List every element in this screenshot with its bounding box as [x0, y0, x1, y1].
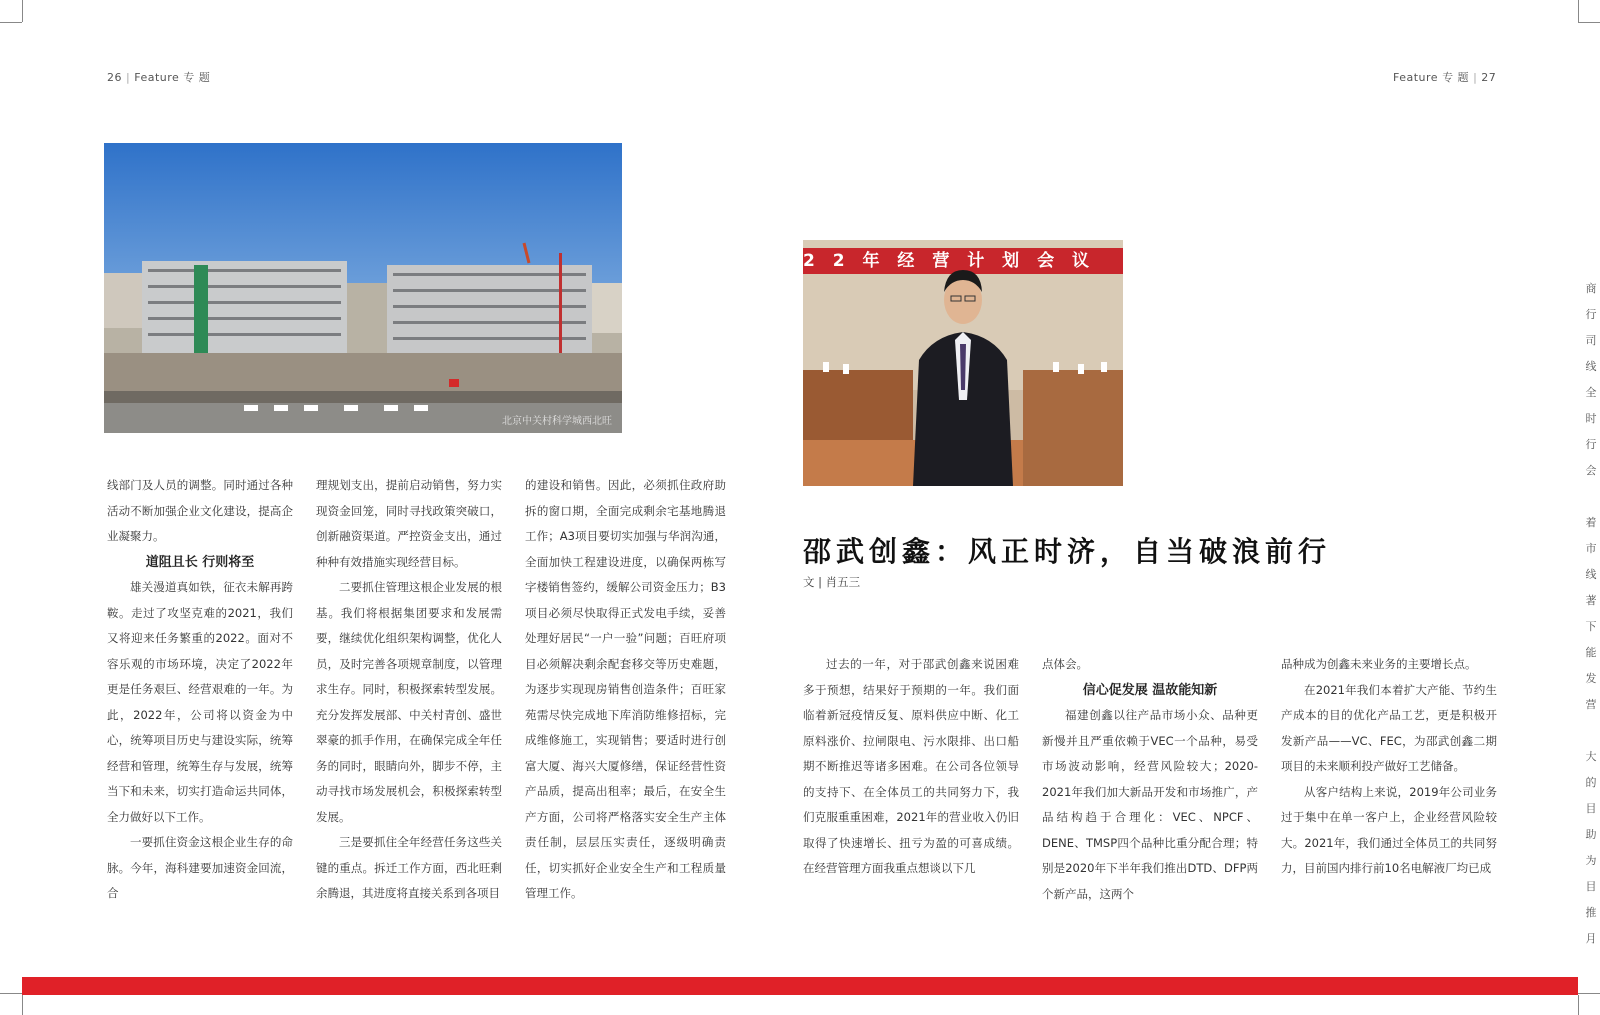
vertical-char: 营 — [1585, 698, 1597, 711]
crop-mark — [1578, 0, 1579, 22]
right-column-3 — [1281, 652, 1497, 882]
vertical-char: 下 — [1585, 620, 1597, 633]
vertical-char: 会 — [1585, 464, 1597, 477]
paragraph: 理规划支出，提前启动销售，努力实现资金回笼，同时寻找政策突破口，创新融资渠道。严控资金支出，通过种种有效措施实现经营目标。 — [316, 478, 502, 569]
vertical-char: 行 — [1585, 308, 1597, 321]
running-head-left: 26 | Feature 专 题 — [107, 71, 211, 84]
crop-mark — [1578, 995, 1579, 1015]
vertical-char: 助 — [1585, 828, 1597, 841]
paragraph: 品种成为创鑫未来业务的主要增长点。 — [1281, 657, 1477, 671]
vertical-char: 时 — [1585, 412, 1597, 425]
photo-watermark: 北京中关村科学城西北旺 — [502, 416, 612, 427]
paragraph: 线部门及人员的调整。同时通过各种活动不断加强企业文化建设，提高企业凝聚力。 — [107, 478, 293, 543]
vertical-char: 着 — [1585, 516, 1597, 529]
vertical-char: 发 — [1585, 672, 1597, 685]
left-column-2 — [316, 473, 502, 907]
article-byline: 文 | 肖五三 — [803, 575, 861, 589]
paragraph: 雄关漫道真如铁，征衣未解再跨鞍。走过了攻坚克难的2021，我们又将迎来任务繁重的2022。面对不容乐观的市场环境，决定了2022年更是任务艰巨、经营艰难的一年。为此，2022年，公司将以资金为中心，统筹项目历史与建设实际，统筹经营和管理，统筹生存与发展，统筹当下和未来，切实打造命运共同体，全力做好以下工作。 — [107, 580, 293, 824]
footer-accent-bar — [22, 977, 1578, 995]
vertical-char: 能 — [1585, 646, 1597, 659]
vertical-char — [1584, 718, 1598, 744]
paragraph: 的建设和销售。因此，必须抓住政府助拆的窗口期，全面完成剩余宅基地腾退工作；A3项目要切实加强与华润沟通，全面加快工程建设进度，以确保两栋写字楼销售签约，缓解公司资金压力；B3项目必须尽快取得正式发电手续，妥善处理好居民“一户一验”问题；百旺府项目必须解决剩余配套移交等历史难题，为逐步实现现房销售创造条件；百旺家苑需尽快完成地下库消防维修招标，完成维修施工，实现销售；要适时进行创富大厦、海兴大厦修缮，保证经营性资产品质，提高出租率；最后，在安全生产方面，公司将严格落实安全生产主体责任制，层层压实责任，逐级明确责任，切实抓好企业安全生产和工程质量管理工作。 — [525, 478, 726, 900]
vertical-char: 目 — [1585, 880, 1597, 893]
paragraph: 二要抓住管理这根企业发展的根基。我们将根据集团要求和发展需要，继续优化组织架构调整，优化人员，及时完善各项规章制度，以管理求生存。同时，积极探索转型发展。充分发挥发展部、中关村青创、盛世翠豪的抓手作用，在确保完成全年任务的同时，眼睛向外，脚步不停，主动寻找市场发展机会，积极探索转型发展。 — [316, 580, 502, 824]
page-number-left: 26 — [107, 71, 122, 84]
section-label-left: Feature 专 题 — [134, 71, 211, 84]
crop-mark — [1578, 993, 1600, 994]
vertical-char: 全 — [1585, 386, 1597, 399]
crop-mark — [22, 995, 23, 1015]
section-heading: 道阻且长 行则将至 — [145, 554, 255, 570]
vertical-char: 市 — [1585, 542, 1597, 555]
meeting-banner-text: 2 2 年 经 营 计 划 会 议 — [803, 251, 1096, 271]
cropped-vertical-text — [1584, 276, 1598, 952]
vertical-char: 线 — [1585, 568, 1597, 581]
vertical-char: 线 — [1585, 360, 1597, 373]
portrait-photo — [803, 240, 1123, 486]
crop-mark — [0, 22, 22, 23]
page-number-right: 27 — [1481, 71, 1497, 84]
paragraph: 在2021年我们本着扩大产能、节约生产成本的目的优化产品工艺，更是积极开发新产品——VC、FEC，为邵武创鑫二期项目的未来顺利投产做好工艺储备。 — [1281, 682, 1497, 773]
paragraph: 从客户结构上来说，2019年公司业务过于集中在单一客户上，企业经营风险较大。2021年，我们通过全体员工的共同努力，目前国内排行前10名电解液厂均已成 — [1281, 784, 1497, 875]
crop-mark — [0, 993, 22, 994]
paragraph: 一要抓住资金这根企业生存的命脉。今年，海科建要加速资金回流，合 — [107, 835, 293, 900]
vertical-char: 行 — [1585, 438, 1597, 451]
section-heading: 信心促发展 温故能知新 — [1082, 682, 1218, 698]
right-column-1 — [803, 652, 1019, 882]
vertical-char: 著 — [1585, 594, 1597, 607]
vertical-char: 司 — [1585, 334, 1597, 347]
vertical-char: 商 — [1585, 282, 1597, 295]
vertical-char: 推 — [1585, 906, 1597, 919]
left-column-1 — [107, 473, 293, 907]
running-head-right: Feature 专 题 | 27 — [1393, 71, 1497, 84]
vertical-char: 月 — [1585, 932, 1597, 945]
vertical-char: 大 — [1585, 750, 1597, 763]
vertical-char: 目 — [1585, 802, 1597, 815]
paragraph: 福建创鑫以往产品市场小众、品种更新慢并且严重依赖于VEC一个品种，易受市场波动影响，经营风险较大；2020-2021年我们加大新品开发和市场推广，产品结构趋于合理化：VEC、NPCF、DENE、TMSP四个品种比重分配合理；特别是2020年下半年我们推出DTD、DFP两个新产品，这两个 — [1042, 708, 1258, 901]
crop-mark — [22, 0, 23, 22]
right-column-2 — [1042, 652, 1258, 907]
crop-mark — [1578, 22, 1600, 23]
left-column-3 — [525, 473, 726, 907]
article-title: 邵武创鑫：风正时济，自当破浪前行 — [803, 535, 1332, 568]
section-label-right: Feature 专 题 — [1393, 71, 1470, 84]
paragraph: 点体会。 — [1042, 657, 1088, 671]
vertical-char: 的 — [1585, 776, 1597, 789]
vertical-char — [1584, 484, 1598, 510]
construction-site-photo — [104, 143, 622, 433]
vertical-char: 为 — [1585, 854, 1597, 867]
paragraph: 过去的一年，对于邵武创鑫来说困难多于预想，结果好于预期的一年。我们面临着新冠疫情反复、原料供应中断、化工原料涨价、拉闸限电、污水限排、出口船期不断推迟等诸多困难。在公司各位领导的支持下、在全体员工的共同努力下，我们克服重重困难，2021年的营业收入仍旧取得了快速增长、扭亏为盈的可喜成绩。在经营管理方面我重点想谈以下几 — [803, 657, 1019, 875]
paragraph: 三是要抓住全年经营任务这些关键的重点。拆迁工作方面，西北旺剩余腾退，其进度将直接关系到各项目 — [316, 835, 502, 900]
